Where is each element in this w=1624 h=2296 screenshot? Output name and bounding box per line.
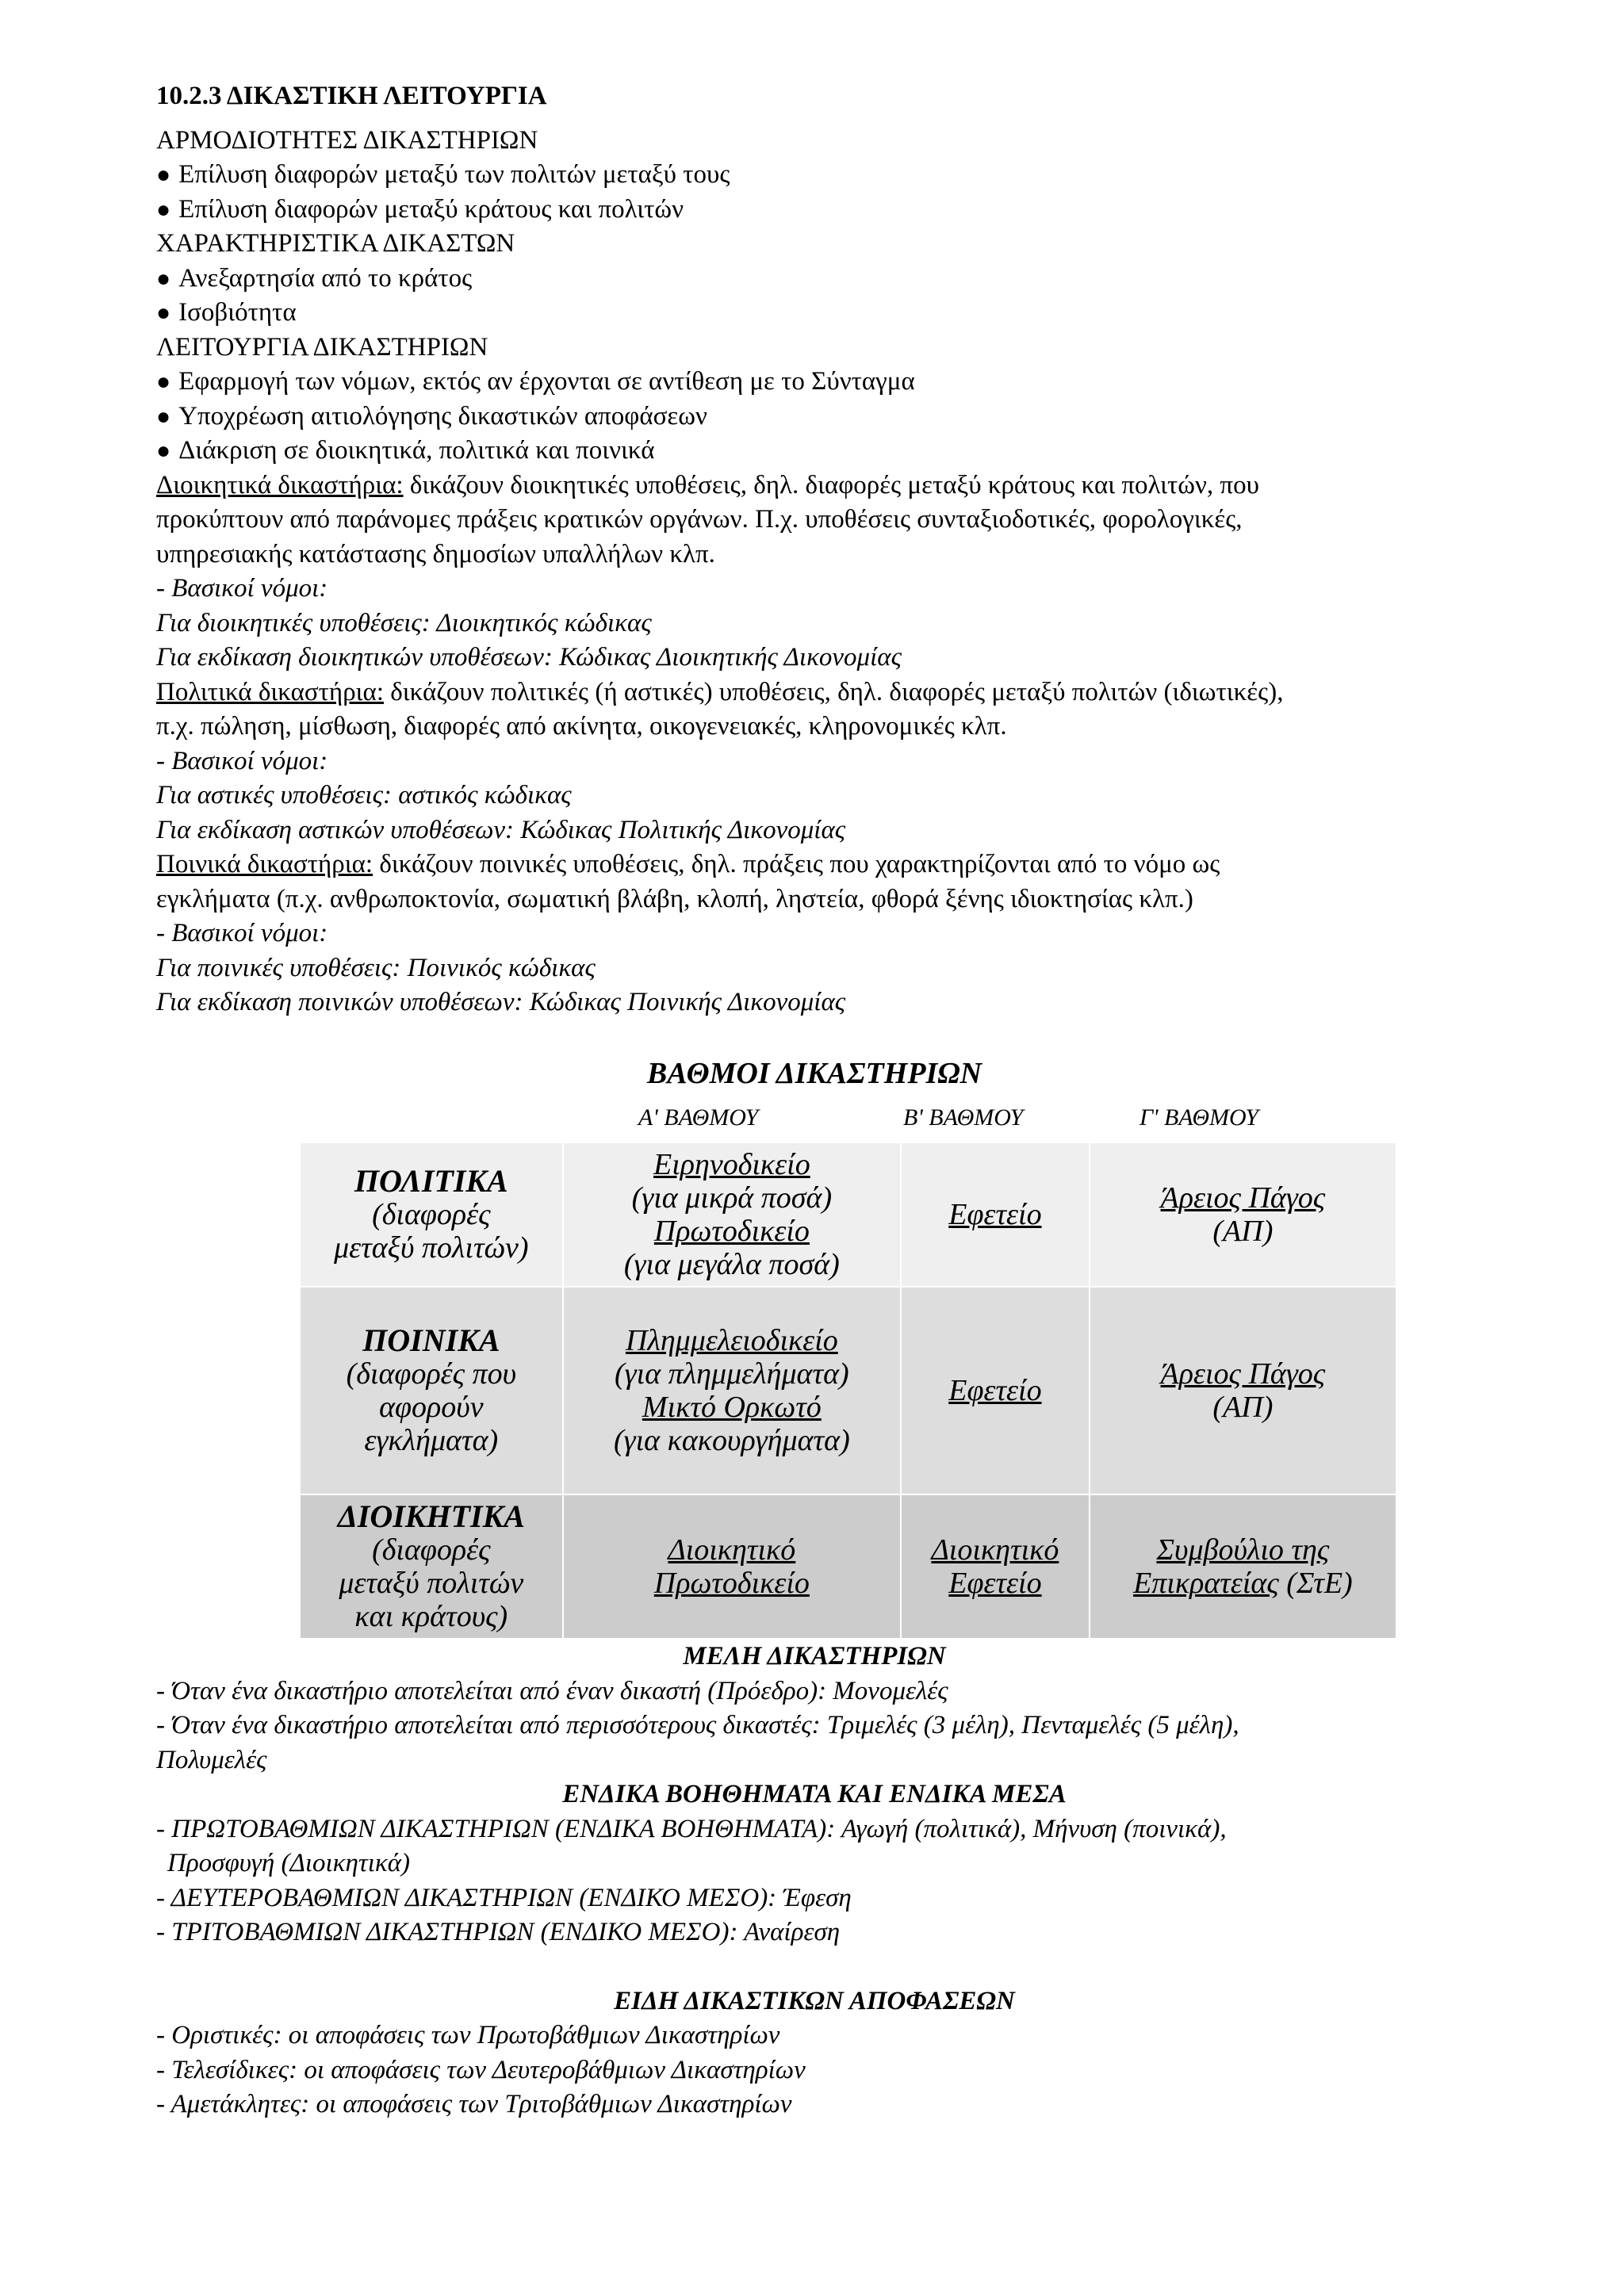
first-grade-cell xyxy=(563,1142,901,1287)
law-line: Για εκδίκαση ποινικών υποθέσεων: Κώδικας Ποινικής Δικονομίας xyxy=(156,988,846,1016)
criminal-label: Ποινικά δικαστήρια: xyxy=(156,850,373,878)
table-row xyxy=(300,1494,1396,1639)
court-name: Μικτό Ορκωτό xyxy=(642,1391,822,1424)
law-line: Για ποινικές υποθέσεις: Ποινικός κώδικας xyxy=(156,953,596,982)
court-name: Ειρηνοδικείο xyxy=(653,1148,810,1181)
court-note: (για μικρά ποσά) xyxy=(631,1181,833,1215)
remedies-line: Προσφυγή (Διοικητικά) xyxy=(167,1849,411,1877)
court-name: Πρωτοδικείο xyxy=(653,1567,810,1600)
court-name: Διοικητικό xyxy=(668,1533,796,1567)
court-name: Εφετείο xyxy=(948,1374,1042,1407)
administrative-text-line: υπηρεσιακής κατάστασης δημοσίων υπαλλήλων κλπ. xyxy=(156,539,715,568)
members-title: ΜΕΛΗ ΔΙΚΑΣΤΗΡΙΩΝ xyxy=(683,1642,946,1670)
third-grade-cell xyxy=(1090,1287,1396,1494)
court-name: Εφετείο xyxy=(948,1198,1042,1231)
members-line: Πολυμελές xyxy=(156,1745,267,1774)
civil-paragraph xyxy=(156,675,1473,710)
decisions-line: - Αμετάκλητες: οι αποφάσεις των Τριτοβάθμιων Δικαστηρίων xyxy=(156,2090,792,2118)
decisions-line: - Τελεσίδικες: οι αποφάσεις των Δευτεροβάθμιων Δικαστηρίων xyxy=(156,2055,806,2084)
court-abbr: (ΑΠ) xyxy=(1212,1215,1274,1248)
second-grade-cell xyxy=(901,1142,1090,1287)
criminal-text-line: εγκλήματα (π.χ. ανθρωποκτονία, σωματική βλάβη, κλοπή, ληστεία, φθορά ξένης ιδιοκτησίας κλπ.) xyxy=(156,884,1193,913)
decisions-title: ΕΙΔΗ ΔΙΚΑΣΤΙΚΩΝ ΑΠΟΦΑΣΕΩΝ xyxy=(614,1986,1015,2015)
court-name: Πλημμελειοδικείο xyxy=(625,1324,838,1357)
category-name: ΠΟΛΙΤΙΚΑ xyxy=(354,1163,508,1199)
category-name: ΔΙΟΙΚΗΤΙΚΑ xyxy=(337,1498,525,1534)
table-row xyxy=(300,1142,1396,1287)
members-line: - Όταν ένα δικαστήριο αποτελείται από έναν δικαστή (Πρόεδρο): Μονομελές xyxy=(156,1676,948,1705)
remedies-line: - ΤΡΙΤΟΒΑΘΜΙΩΝ ΔΙΚΑΣΤΗΡΙΩΝ (ΕΝΔΙΚΟ ΜΕΣΟ): Αναίρεση xyxy=(156,1918,841,1946)
court-name-line xyxy=(1095,1567,1391,1600)
criminal-text: δικάζουν ποινικές υποθέσεις, δηλ. πράξεις που χαρακτηρίζονται από το νόμο ως xyxy=(373,850,1220,878)
members-line: - Όταν ένα δικαστήριο αποτελείται από περισσότερους δικαστές: Τριμελές (3 μέλη), Πενταμελές (5 μέλη), xyxy=(156,1711,1239,1739)
category-desc: μεταξύ πολιτών) xyxy=(334,1231,529,1265)
court-note: (για κακουργήματα) xyxy=(613,1424,850,1457)
administrative-label: Διοικητικά δικαστήρια: xyxy=(156,470,404,499)
grade-headers xyxy=(156,1094,1473,1135)
category-desc: (διαφορές xyxy=(372,1198,491,1231)
bullet-item: ● Ισοβιότητα xyxy=(156,296,1473,331)
category-desc: μεταξύ πολιτών xyxy=(339,1567,524,1600)
civil-label: Πολιτικά δικαστήρια: xyxy=(156,677,384,706)
court-name: Πρωτοδικείο xyxy=(653,1215,810,1248)
responsibilities-heading: ΑΡΜΟΔΙΟΤΗΤΕΣ ΔΙΚΑΣΤΗΡΙΩΝ xyxy=(156,125,538,155)
court-name: Εφετείο xyxy=(948,1567,1042,1600)
category-desc: αφορούν xyxy=(379,1391,484,1424)
category-desc: (διαφορές που xyxy=(346,1357,517,1391)
administrative-text: δικάζουν διοικητικές υποθέσεις, δηλ. διαφορές μεταξύ κράτους και πολιτών, που xyxy=(403,470,1259,499)
third-grade-cell xyxy=(1090,1142,1396,1287)
bullet-item: ● Επίλυση διαφορών μεταξύ κράτους και πολιτών xyxy=(156,193,1473,228)
criminal-paragraph xyxy=(156,848,1473,882)
remedies-title: ΕΝΔΙΚΑ ΒΟΗΘΗΜΑΤΑ ΚΑΙ ΕΝΔΙΚΑ ΜΕΣΑ xyxy=(562,1780,1067,1808)
court-name: Επικρατείας xyxy=(1133,1567,1279,1600)
category-desc: εγκλήματα) xyxy=(364,1424,499,1457)
category-cell xyxy=(300,1494,563,1639)
document-page xyxy=(156,79,1473,2122)
remedies-line: - ΔΕΥΤΕΡΟΒΑΘΜΙΩΝ ΔΙΚΑΣΤΗΡΙΩΝ (ΕΝΔΙΚΟ ΜΕΣΟ): Έφεση xyxy=(156,1883,852,1912)
second-grade-cell xyxy=(901,1287,1090,1494)
court-abbr: (ΣτΕ) xyxy=(1278,1567,1353,1600)
court-name: Διοικητικό xyxy=(931,1533,1059,1567)
laws-heading: - Βασικοί νόμοι: xyxy=(156,574,328,603)
laws-heading: - Βασικοί νόμοι: xyxy=(156,919,328,947)
section-title: 10.2.3 ΔΙΚΑΣΤΙΚΗ ΛΕΙΤΟΥΡΓΙΑ xyxy=(156,82,547,110)
law-line: Για εκδίκαση διοικητικών υποθέσεων: Κώδικας Διοικητικής Δικονομίας xyxy=(156,643,902,672)
category-name: ΠΟΙΝΙΚΑ xyxy=(362,1322,500,1358)
bullet-item: ● Εφαρμογή των νόμων, εκτός αν έρχονται σε αντίθεση με το Σύνταγμα xyxy=(156,365,1473,400)
category-desc: (διαφορές xyxy=(372,1533,491,1567)
law-line: Για εκδίκαση αστικών υποθέσεων: Κώδικας Πολιτικής Δικονομίας xyxy=(156,815,846,844)
civil-text: δικάζουν πολιτικές (ή αστικές) υποθέσεις, δηλ. διαφορές μεταξύ πολιτών (ιδιωτικές), xyxy=(384,677,1284,706)
bullet-item: ● Διάκριση σε διοικητικά, πολιτικά και ποινικά xyxy=(156,434,1473,469)
first-grade-cell xyxy=(563,1494,901,1639)
first-grade-cell xyxy=(563,1287,901,1494)
administrative-text-line: προκύπτουν από παράνομες πράξεις κρατικών οργάνων. Π.χ. υποθέσεις συνταξιοδοτικές, φορολογικές, xyxy=(156,505,1243,534)
decisions-line: - Οριστικές: οι αποφάσεις των Πρωτοβάθμιων Δικαστηρίων xyxy=(156,2021,780,2049)
bullet-item: ● Υποχρέωση αιτιολόγησης δικαστικών αποφάσεων xyxy=(156,400,1473,434)
grades-title: ΒΑΘΜΟΙ ΔΙΚΑΣΤΗΡΙΩΝ xyxy=(646,1056,982,1090)
court-note: (για μεγάλα ποσά) xyxy=(623,1248,840,1281)
grade-header-second: Β' ΒΑΘΜΟΥ xyxy=(903,1104,1024,1131)
category-desc: και κράτους) xyxy=(354,1600,508,1633)
administrative-paragraph xyxy=(156,469,1473,503)
court-abbr: (ΑΠ) xyxy=(1212,1391,1274,1424)
court-name: Άρειος Πάγος xyxy=(1160,1357,1326,1391)
court-grades-table xyxy=(299,1142,1397,1640)
grade-header-first: Α' ΒΑΘΜΟΥ xyxy=(638,1104,759,1131)
law-line: Για διοικητικές υποθέσεις: Διοικητικός κώδικας xyxy=(156,608,652,637)
bullet-item: ● Ανεξαρτησία από το κράτος xyxy=(156,262,1473,297)
operation-heading: ΛΕΙΤΟΥΡΓΙΑ ΔΙΚΑΣΤΗΡΙΩΝ xyxy=(156,332,488,362)
law-line: Για αστικές υποθέσεις: αστικός κώδικας xyxy=(156,781,572,809)
category-cell xyxy=(300,1142,563,1287)
court-note: (για πλημμελήματα) xyxy=(615,1357,849,1391)
court-name: Συμβούλιο της xyxy=(1156,1533,1330,1567)
remedies-line: - ΠΡΩΤΟΒΑΘΜΙΩΝ ΔΙΚΑΣΤΗΡΙΩΝ (ΕΝΔΙΚΑ ΒΟΗΘΗΜΑΤΑ): Αγωγή (πολιτικά), Μήνυση (ποινικά), xyxy=(156,1814,1227,1843)
third-grade-cell xyxy=(1090,1494,1396,1639)
table-row xyxy=(300,1287,1396,1494)
grade-header-third: Γ' ΒΑΘΜΟΥ xyxy=(1139,1104,1259,1131)
laws-heading: - Βασικοί νόμοι: xyxy=(156,746,328,775)
second-grade-cell xyxy=(901,1494,1090,1639)
bullet-item: ● Επίλυση διαφορών μεταξύ των πολιτών μεταξύ τους xyxy=(156,158,1473,193)
court-name: Άρειος Πάγος xyxy=(1160,1181,1326,1215)
judges-heading: ΧΑΡΑΚΤΗΡΙΣΤΙΚΑ ΔΙΚΑΣΤΩΝ xyxy=(156,229,515,258)
civil-text-line: π.χ. πώληση, μίσθωση, διαφορές από ακίνητα, οικογενειακές, κληρονομικές κλπ. xyxy=(156,712,1007,740)
category-cell xyxy=(300,1287,563,1494)
